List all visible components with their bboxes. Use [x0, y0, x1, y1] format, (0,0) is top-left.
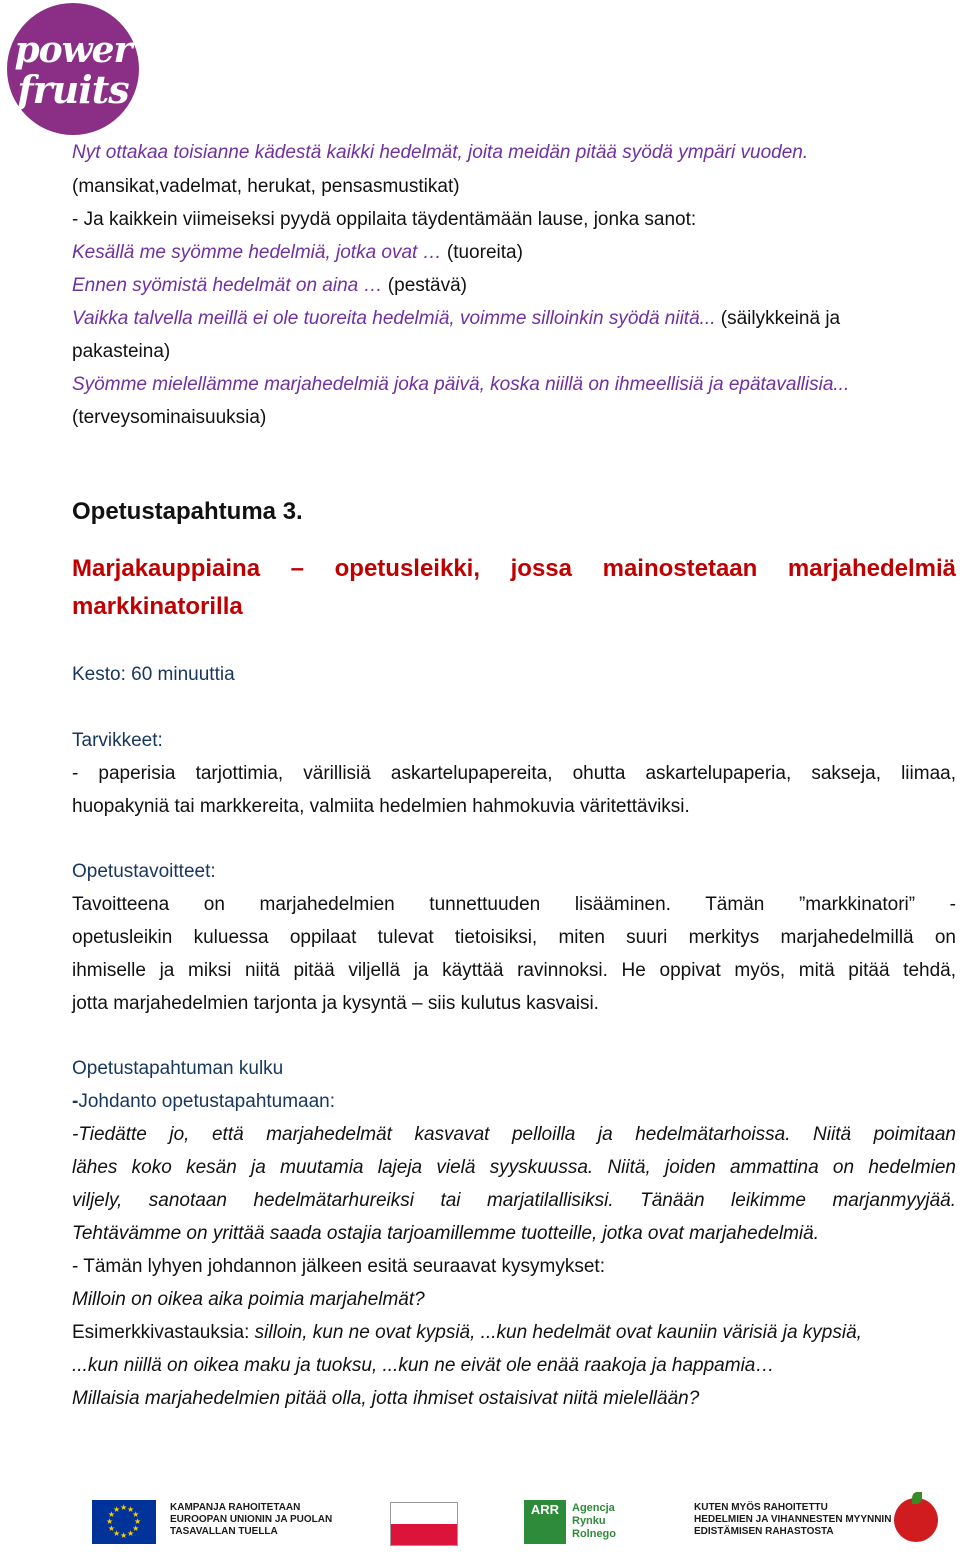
intro-line: (mansikat,vadelmat, herukat, pensasmustikat) [72, 176, 460, 197]
eu-star-icon: ★ [113, 1504, 121, 1514]
question-text: Millaisia marjahedelmien pitää olla, jotta ihmiset ostaisivat niitä mielellään? [72, 1388, 700, 1409]
example-label: Esimerkkivastauksia: [72, 1322, 255, 1343]
eu-funding-line: TASAVALLAN TUELLA [170, 1526, 278, 1537]
example-answers [72, 1322, 956, 1344]
dash: - [72, 1091, 79, 1112]
poland-flag-icon [390, 1502, 458, 1546]
eu-star-icon: ★ [132, 1524, 140, 1533]
flow-text: viljely, sanotaan hedelmätarhureiksi tai marjatilallisiksi. Tänään leikimme marjanmyyjää. [72, 1190, 956, 1211]
power-fruits-logo [7, 3, 139, 135]
arr-logo [524, 1500, 636, 1544]
example-text: silloin, kun ne ovat kypsiä, ...kun hedelmät ovat kauniin värisiä ja kypsiä, [254, 1322, 862, 1343]
fund-line: EDISTÄMISEN RAHASTOSTA [694, 1526, 834, 1537]
prompt-text: Kesällä me syömme hedelmiä, jotka ovat … [72, 242, 442, 263]
eu-star-icon: ★ [134, 1517, 142, 1526]
event-title: markkinatorilla [72, 593, 243, 620]
fund-line: KUTEN MYÖS RAHOITETTU [694, 1502, 828, 1513]
question-text: Milloin on oikea aika poimia marjahelmät? [72, 1289, 425, 1310]
intro-line: pakasteina) [72, 341, 171, 362]
goals-text: Tavoitteena on marjahedelmien tunnettuuden lisääminen. Tämän ”markkinatori” - [72, 894, 956, 915]
prompt-text: Ennen syömistä hedelmät on aina … [72, 275, 383, 296]
flow-text: - Tämän lyhyen johdannon jälkeen esitä seuraavat kysymykset: [72, 1256, 605, 1277]
answer-text: (tuoreita) [441, 242, 523, 263]
goals-text: ihmiselle ja miksi niitä pitää viljellä ja käyttää ravinnoksi. He oppivat myös, mitä pitää tehdä, [72, 960, 956, 981]
eu-funding-line: KAMPANJA RAHOITETAAN [170, 1502, 301, 1513]
eu-star-icon: ★ [107, 1510, 116, 1519]
arr-line: Rolnego [572, 1528, 616, 1540]
duration-label: Kesto: 60 minuuttia [72, 664, 235, 685]
sponsor-footer [0, 1492, 960, 1552]
eu-funding-text [170, 1502, 332, 1538]
event-title: Marjakauppiaina – opetusleikki, jossa mainostetaan marjahedelmiä [72, 555, 956, 582]
intro-line [72, 275, 956, 297]
supplies-label: Tarvikkeet: [72, 730, 163, 751]
flow-text: Tehtävämme on yrittää saada ostajia tarjoamillemme tuotteille, jotka ovat marjahedelmiä. [72, 1223, 819, 1244]
supplies-text: - paperisia tarjottimia, värillisiä askartelupapereita, ohutta askartelupaperia, sakseja, liimaa, [72, 763, 956, 784]
intro-line [72, 242, 956, 264]
eu-star-icon: ★ [132, 1510, 140, 1519]
arr-logo-text [572, 1502, 616, 1541]
eu-star-icon: ★ [127, 1504, 135, 1514]
arr-line: Agencja [572, 1502, 615, 1514]
arr-logo-mark: ARR [524, 1500, 566, 1544]
eu-star-icon: ★ [120, 1503, 128, 1512]
eu-flag-icon [92, 1500, 156, 1544]
goals-text: jotta marjahedelmien tarjonta ja kysyntä – siis kulutus kasvaisi. [72, 993, 599, 1014]
intro-line [72, 308, 956, 330]
eu-star-icon: ★ [127, 1529, 135, 1539]
intro-label-text: Johdanto opetustapahtumaan: [78, 1091, 336, 1112]
example-text: ...kun niillä on oikea maku ja tuoksu, ...kun ne eivät ole enää raakoja ja happamia… [72, 1355, 775, 1376]
goals-text: opetusleikin kuluessa oppilaat tulevat tietoisiksi, miten suuri merkitys marjahedelmillä on [72, 927, 956, 948]
intro-line: Nyt ottakaa toisianne kädestä kaikki hedelmät, joita meidän pitää syödä ympäri vuoden. [72, 142, 809, 163]
eu-star-icon: ★ [113, 1529, 121, 1539]
flow-text: lähes koko kesän ja muutamia lajeja vielä syyskuussa. Niitä, joiden ammattina on hedelmien [72, 1157, 956, 1178]
goals-label: Opetustavoitteet: [72, 861, 216, 882]
fund-line: HEDELMIEN JA VIHANNESTEN MYYNNIN [694, 1514, 892, 1525]
logo-text-power: power [14, 29, 132, 71]
eu-star-icon: ★ [107, 1524, 116, 1533]
intro-line: - Ja kaikkein viimeiseksi pyydä oppilaita täydentämään lause, jonka sanot: [72, 209, 697, 230]
intro-line: Syömme mielellämme marjahedelmiä joka päivä, koska niillä on ihmeellisiä ja epätavallisia... [72, 374, 850, 395]
fund-text [694, 1502, 891, 1538]
eu-star-icon: ★ [106, 1517, 114, 1526]
answer-text: (säilykkeinä ja [715, 308, 841, 329]
arr-line: Rynku [572, 1515, 606, 1527]
logo-text-fruits: fruits [17, 67, 129, 112]
section-heading: Opetustapahtuma 3. [72, 498, 303, 525]
answer-text: (pestävä) [382, 275, 467, 296]
intro-line: (terveysominaisuuksia) [72, 407, 267, 428]
intro-label [72, 1091, 956, 1113]
apple-logo-icon [894, 1498, 938, 1542]
prompt-text: Vaikka talvella meillä ei ole tuoreita hedelmiä, voimme silloinkin syödä niitä... [72, 308, 716, 329]
eu-funding-line: EUROOPAN UNIONIN JA PUOLAN [170, 1514, 333, 1525]
flow-label: Opetustapahtuman kulku [72, 1058, 284, 1079]
eu-star-icon: ★ [120, 1531, 128, 1540]
flow-text: -Tiedätte jo, että marjahedelmät kasvavat pelloilla ja hedelmätarhoissa. Niitä poimitaan [72, 1124, 956, 1145]
supplies-text: huopakyniä tai markkereita, valmiita hedelmien hahmokuvia väritettäviksi. [72, 796, 690, 817]
